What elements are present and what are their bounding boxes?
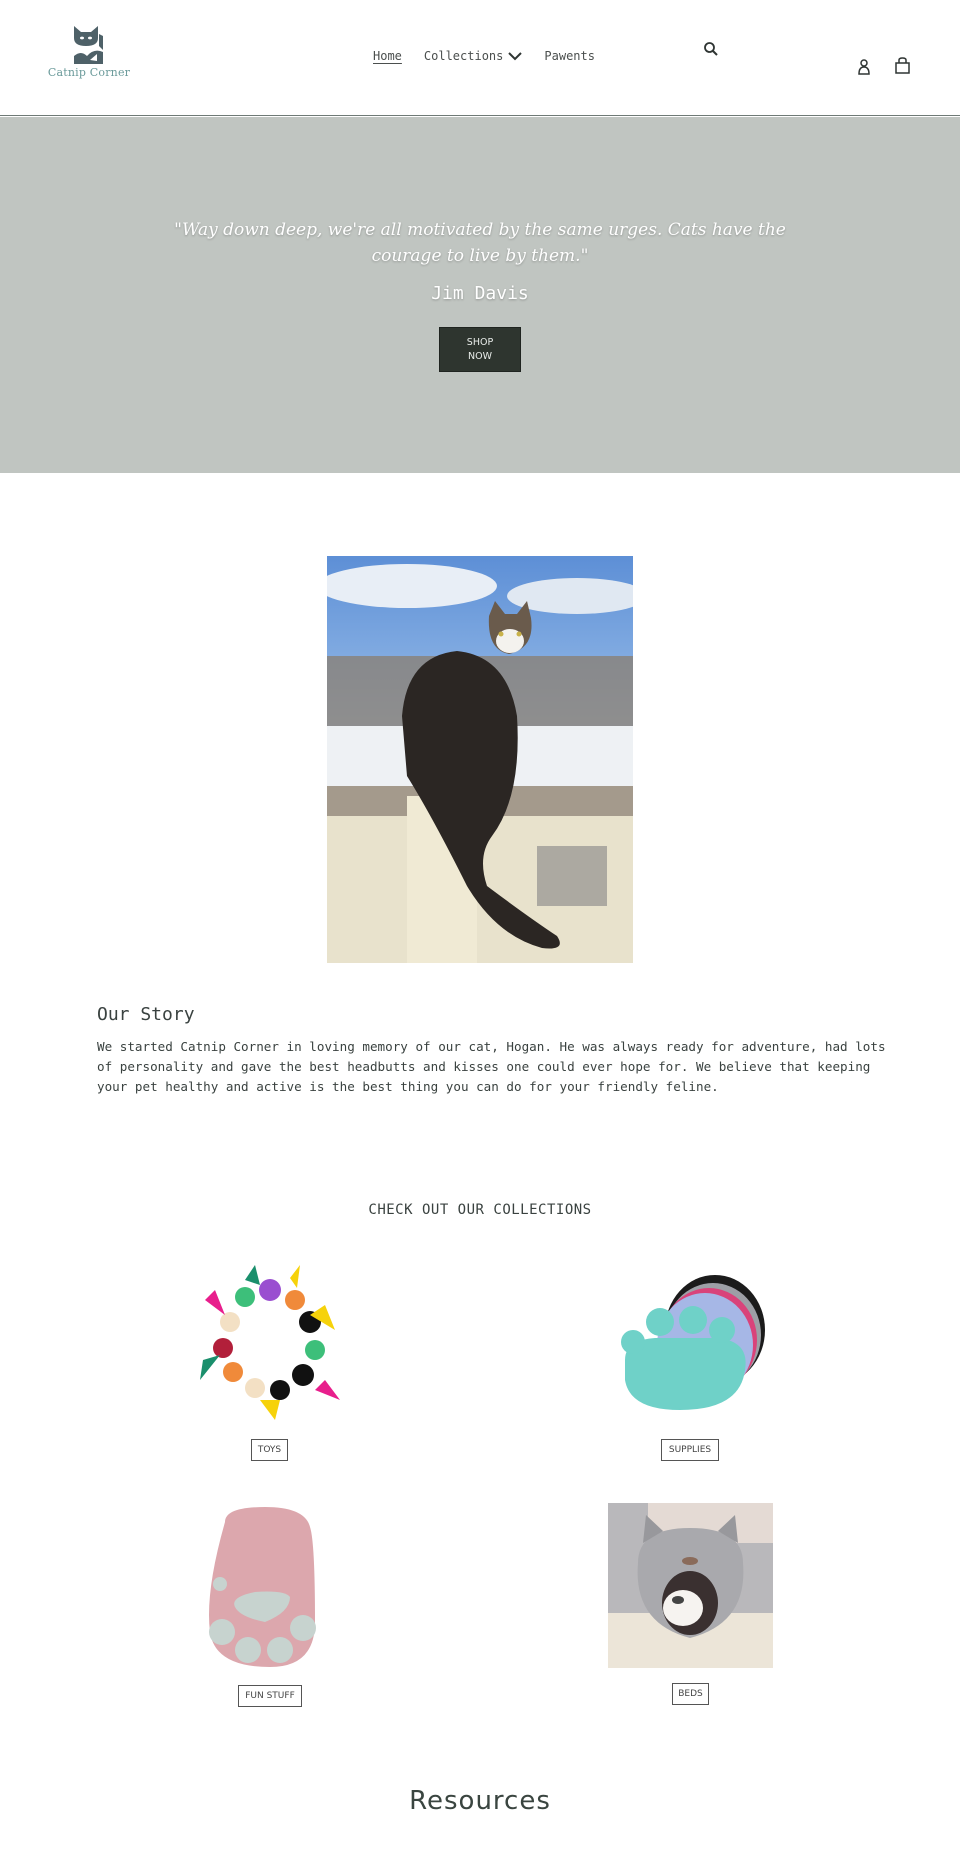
nav-pawents[interactable]: Pawents: [544, 49, 595, 63]
beds-button[interactable]: BEDS: [672, 1683, 709, 1705]
supplies-image[interactable]: [605, 1260, 775, 1425]
nav-collections[interactable]: Collections: [424, 49, 522, 63]
chevron-down-icon: [508, 51, 522, 61]
collections-heading: CHECK OUT OUR COLLECTIONS: [368, 1202, 592, 1218]
story-body: We started Catnip Corner in loving memory of our cat, Hogan. He was always ready for adventure, had lots of personality and gave the best headbutts and kisses one could ever hope for. We believe that keeping your pet healthy and active is the best thing you can do for your friendly feline.: [97, 1039, 886, 1094]
main-nav: [373, 49, 617, 63]
search-icon[interactable]: [703, 41, 719, 57]
hero-banner: [0, 117, 960, 473]
shop-now-button[interactable]: SHOP NOW: [439, 327, 521, 372]
hero-quote: "Way down deep, we're all motivated by the same urges. Cats have the courage to live by them.": [174, 220, 786, 266]
beds-image[interactable]: [608, 1503, 773, 1668]
toys-image[interactable]: [185, 1260, 355, 1425]
nav-home[interactable]: Home: [373, 49, 402, 63]
logo[interactable]: [44, 24, 134, 84]
site-header: [0, 0, 960, 116]
feature-cat-image: [327, 556, 633, 963]
cart-icon[interactable]: [894, 57, 911, 75]
account-icon[interactable]: [856, 58, 872, 76]
logo-text: Catnip Corner: [47, 66, 131, 79]
hero-quote-author: Jim Davis: [431, 283, 529, 304]
toys-button[interactable]: TOYS: [251, 1439, 288, 1461]
fun-stuff-image[interactable]: [185, 1502, 355, 1672]
fun-stuff-button[interactable]: FUN STUFF: [238, 1685, 302, 1707]
resources-heading: Resources: [409, 1786, 551, 1816]
cat-logo-icon: [72, 24, 106, 64]
story-heading: Our Story: [97, 1004, 195, 1025]
supplies-button[interactable]: SUPPLIES: [661, 1439, 719, 1461]
